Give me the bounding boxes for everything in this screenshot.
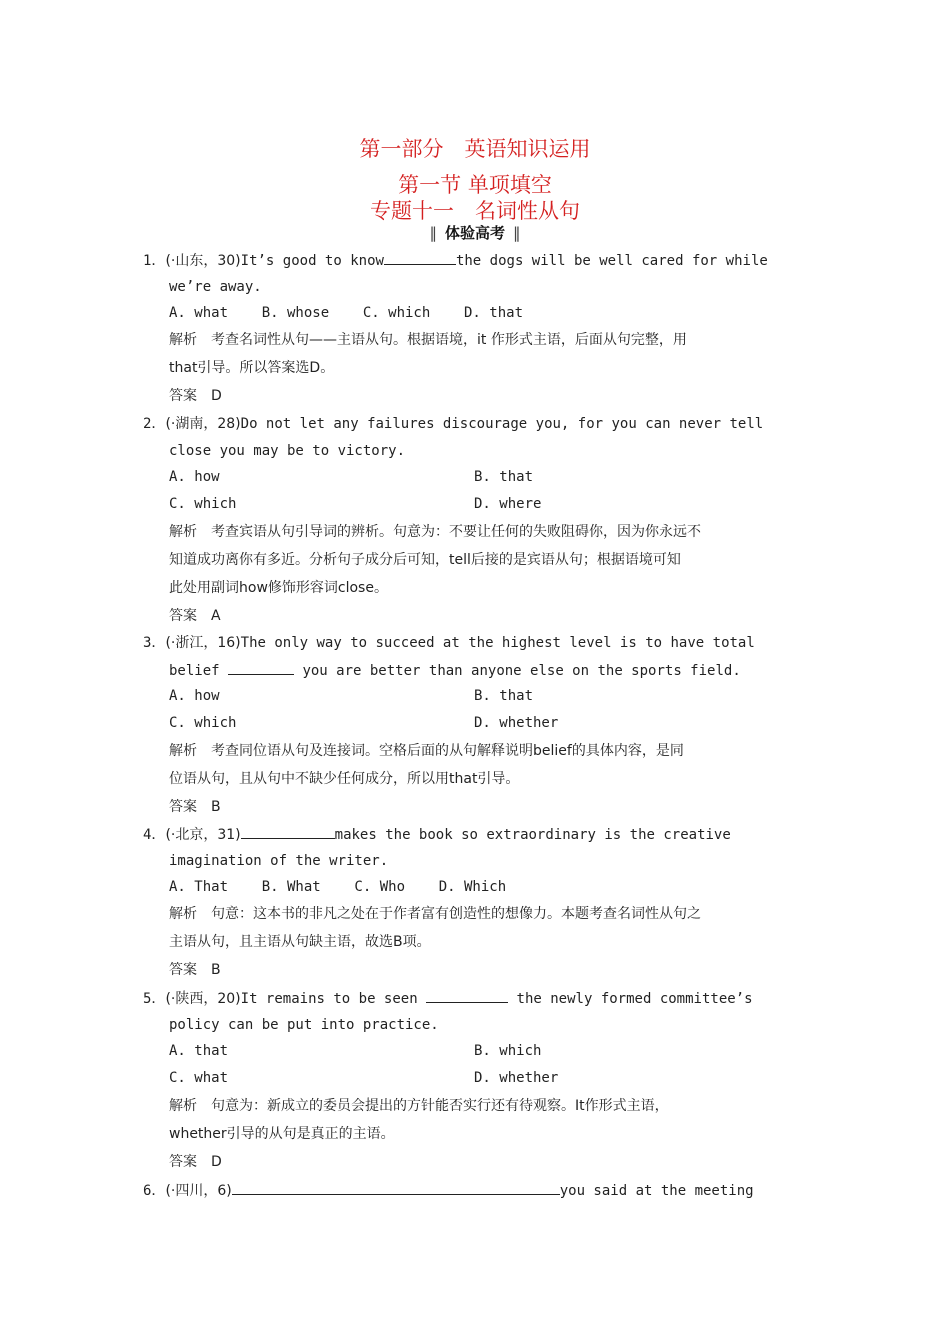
question-3-explanation: 解析 考查同位语从句及连接词。空格后面的从句解释说明belief的具体内容，是同	[169, 743, 684, 759]
question-4-answer: 答案 B	[169, 962, 221, 978]
question-2-stem	[143, 414, 763, 434]
option-d: D. whether	[474, 715, 559, 731]
question-number: 5．	[143, 991, 166, 1007]
question-text: It remains to be seen	[240, 991, 418, 1007]
option-b: B. that	[474, 688, 534, 704]
section-title: 第一节 单项填空	[398, 173, 552, 197]
answer-blank	[384, 250, 456, 265]
option-a: A. that	[169, 1043, 229, 1059]
question-4-stem-cont: imagination of the writer.	[169, 853, 389, 869]
question-text: belief	[169, 663, 220, 679]
question-4-options: A. That B. What C. Who D. Which	[169, 879, 507, 895]
question-4-explanation: 解析 句意：这本书的非凡之处在于作者富有创造性的想像力。本题考查名词性从句之	[169, 906, 701, 922]
question-source: (·山东，30)	[165, 253, 241, 269]
answer-blank	[232, 1180, 560, 1195]
question-text: It’s good to know	[240, 253, 384, 269]
question-text: Do not let any failures discourage you, for you can never tell	[240, 416, 764, 432]
option-b: B. which	[474, 1043, 542, 1059]
part-title: 第一部分 英语知识运用	[359, 137, 591, 161]
question-5-answer: 答案 D	[169, 1154, 222, 1170]
question-1-stem	[143, 250, 768, 271]
question-1-options: A. what B. whose C. which D. that	[169, 305, 524, 321]
option-a: A. how	[169, 469, 220, 485]
option-b: B. that	[474, 469, 534, 485]
section-banner	[0, 223, 950, 243]
question-2-answer: 答案 A	[169, 608, 221, 624]
question-source: (·四川，6)	[165, 1183, 232, 1199]
banner-bar-left-icon: ‖	[429, 224, 437, 242]
option-d: D. whether	[474, 1070, 559, 1086]
option-c: C. which	[169, 496, 237, 512]
question-6-stem	[143, 1180, 754, 1201]
question-3-explanation-cont: 位语从句，且从句中不缺少任何成分，所以用that引导。	[169, 771, 520, 787]
question-number: 3．	[143, 635, 166, 651]
topic-title: 专题十一 名词性从句	[370, 199, 580, 223]
question-number: 1．	[143, 253, 166, 269]
answer-blank	[228, 660, 294, 675]
answer-blank	[241, 824, 335, 839]
question-source: (·陕西，20)	[165, 991, 241, 1007]
option-c: C. what	[169, 1070, 229, 1086]
question-1-explanation: 解析 考查名词性从句——主语从句。根据语境，it 作形式主语，后面从句完整，用	[169, 332, 687, 348]
question-number: 4．	[143, 827, 166, 843]
question-3-answer: 答案 B	[169, 799, 221, 815]
question-source: (·湖南，28)	[165, 416, 241, 432]
question-text: The only way to succeed at the highest level is to have total	[240, 635, 755, 651]
question-4-stem	[143, 824, 731, 845]
question-text: the newly formed committee’s	[516, 991, 753, 1007]
question-1-explanation-cont: that引导。所以答案选D。	[169, 360, 335, 376]
banner-label: 体验高考	[444, 224, 505, 242]
option-d: D. where	[474, 496, 542, 512]
answer-blank	[426, 988, 508, 1003]
option-c: C. which	[169, 715, 237, 731]
question-2-explanation: 解析 考查宾语从句引导词的辨析。句意为：不要让任何的失败阻碍你，因为你永远不	[169, 524, 701, 540]
question-2-explanation-cont: 此处用副词how修饰形容词close。	[169, 580, 388, 596]
question-4-explanation-cont: 主语从句，且主语从句缺主语，故选B项。	[169, 934, 431, 950]
question-5-explanation: 解析 句意为：新成立的委员会提出的方针能否实行还有待观察。It作形式主语，	[169, 1098, 669, 1114]
banner-bar-right-icon: ‖	[513, 224, 521, 242]
question-1-answer: 答案 D	[169, 388, 222, 404]
question-3-stem-cont	[169, 660, 741, 681]
option-a: A. how	[169, 688, 220, 704]
question-5-stem	[143, 988, 753, 1009]
question-3-stem	[143, 633, 755, 653]
question-number: 2．	[143, 416, 166, 432]
question-text: you are better than anyone else on the sports field.	[302, 663, 741, 679]
question-text: you said at the meeting	[559, 1183, 754, 1199]
question-number: 6．	[143, 1183, 166, 1199]
question-text: the dogs will be well cared for while	[455, 253, 768, 269]
question-2-explanation-cont: 知道成功离你有多近。分析句子成分后可知，tell后接的是宾语从句；根据语境可知	[169, 552, 681, 568]
question-2-stem-cont: close you may be to victory.	[169, 443, 406, 459]
question-source: (·浙江，16)	[165, 635, 241, 651]
question-5-explanation-cont: whether引导的从句是真正的主语。	[169, 1126, 395, 1142]
question-1-stem-cont: we’re away.	[169, 279, 262, 295]
question-source: (·北京，31)	[165, 827, 241, 843]
question-5-stem-cont: policy can be put into practice.	[169, 1017, 439, 1033]
question-text: makes the book so extraordinary is the creative	[334, 827, 731, 843]
